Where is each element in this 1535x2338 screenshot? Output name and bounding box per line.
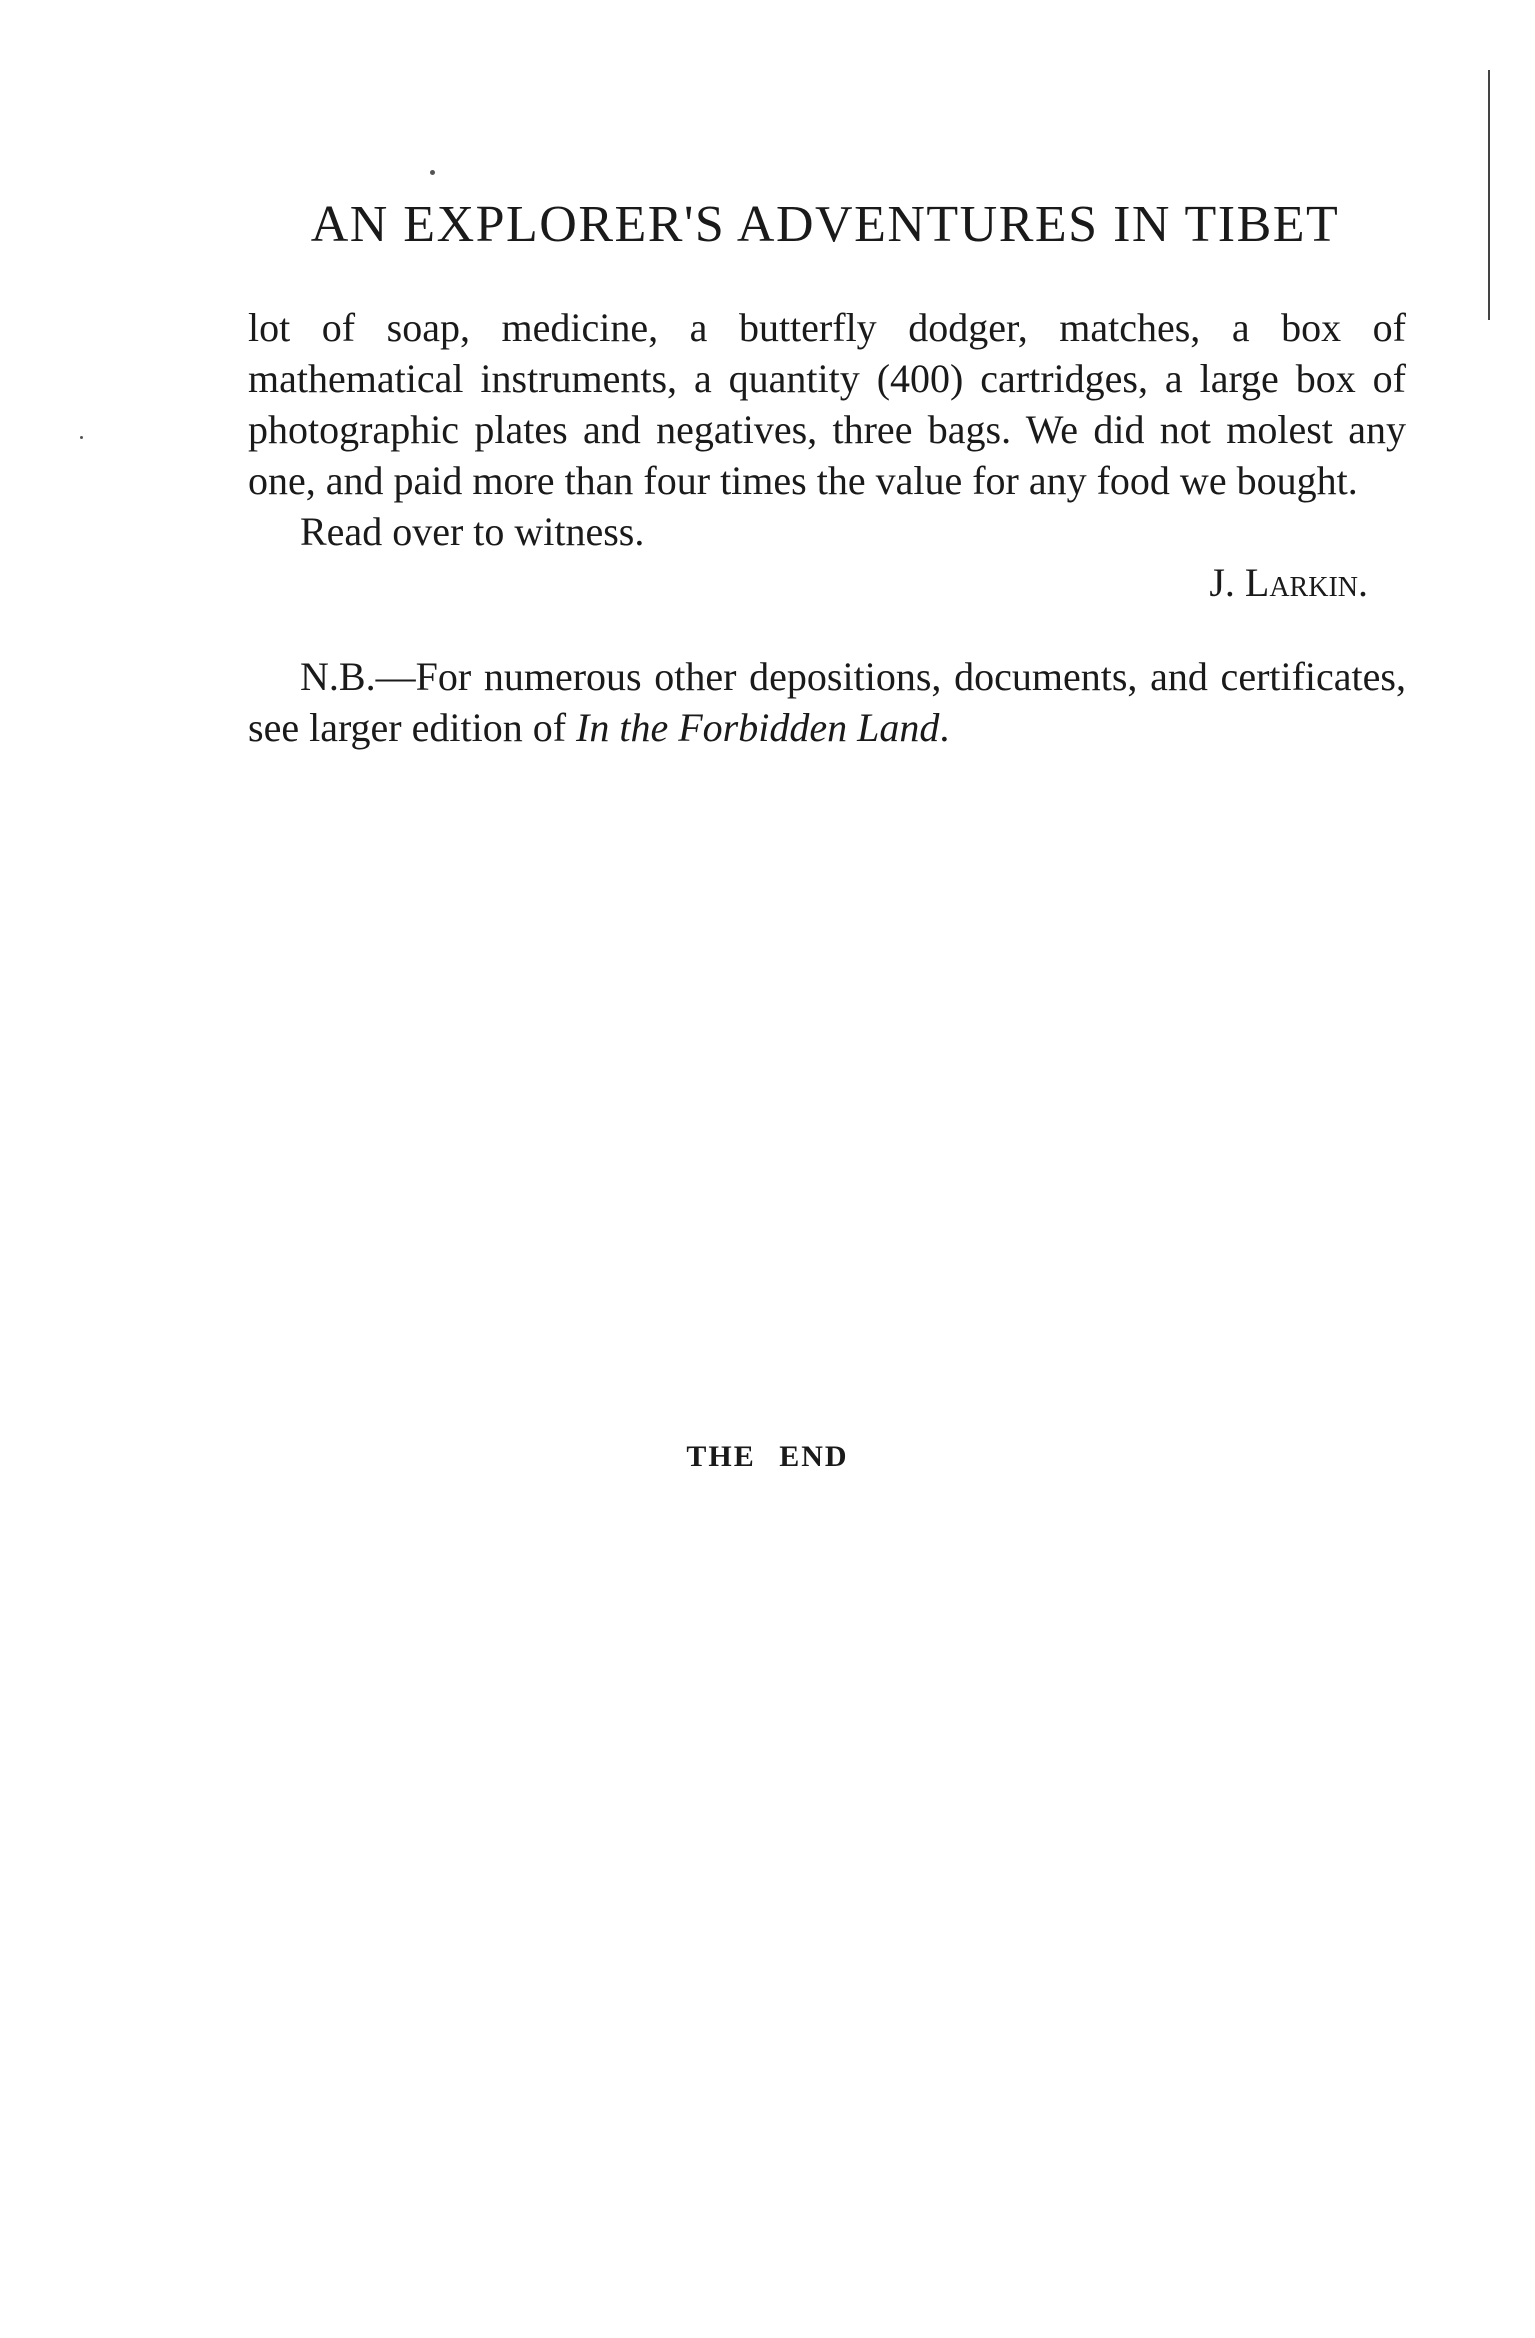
running-head: AN EXPLORER'S ADVENTURES IN TIBET xyxy=(310,196,1340,253)
note-text: N.B.—For numerous other depositions, documents, and certificates, see larger edition of xyxy=(248,654,1406,750)
paragraph: lot of soap, medicine, a butterfly dodger, matches, a box of mathematical instruments, a quantity (400) cartridges, a large box of photographic plates and negatives, three bags. We did not molest any one, and paid more than four times the value for any food we bought. xyxy=(248,305,1406,503)
note-end: . xyxy=(939,705,950,750)
body-text xyxy=(248,302,1406,753)
signature-name: Larkin. xyxy=(1244,560,1368,605)
note xyxy=(248,651,1406,753)
signature-initial: J. xyxy=(1209,560,1235,605)
signature xyxy=(248,557,1406,608)
paragraph: Read over to witness. xyxy=(300,509,645,554)
ink-speck xyxy=(80,436,83,439)
the-end: THE END xyxy=(686,1440,849,1473)
book-title: In the Forbidden Land xyxy=(576,705,940,750)
ink-speck xyxy=(430,170,435,175)
page-edge-mark xyxy=(1488,70,1490,320)
